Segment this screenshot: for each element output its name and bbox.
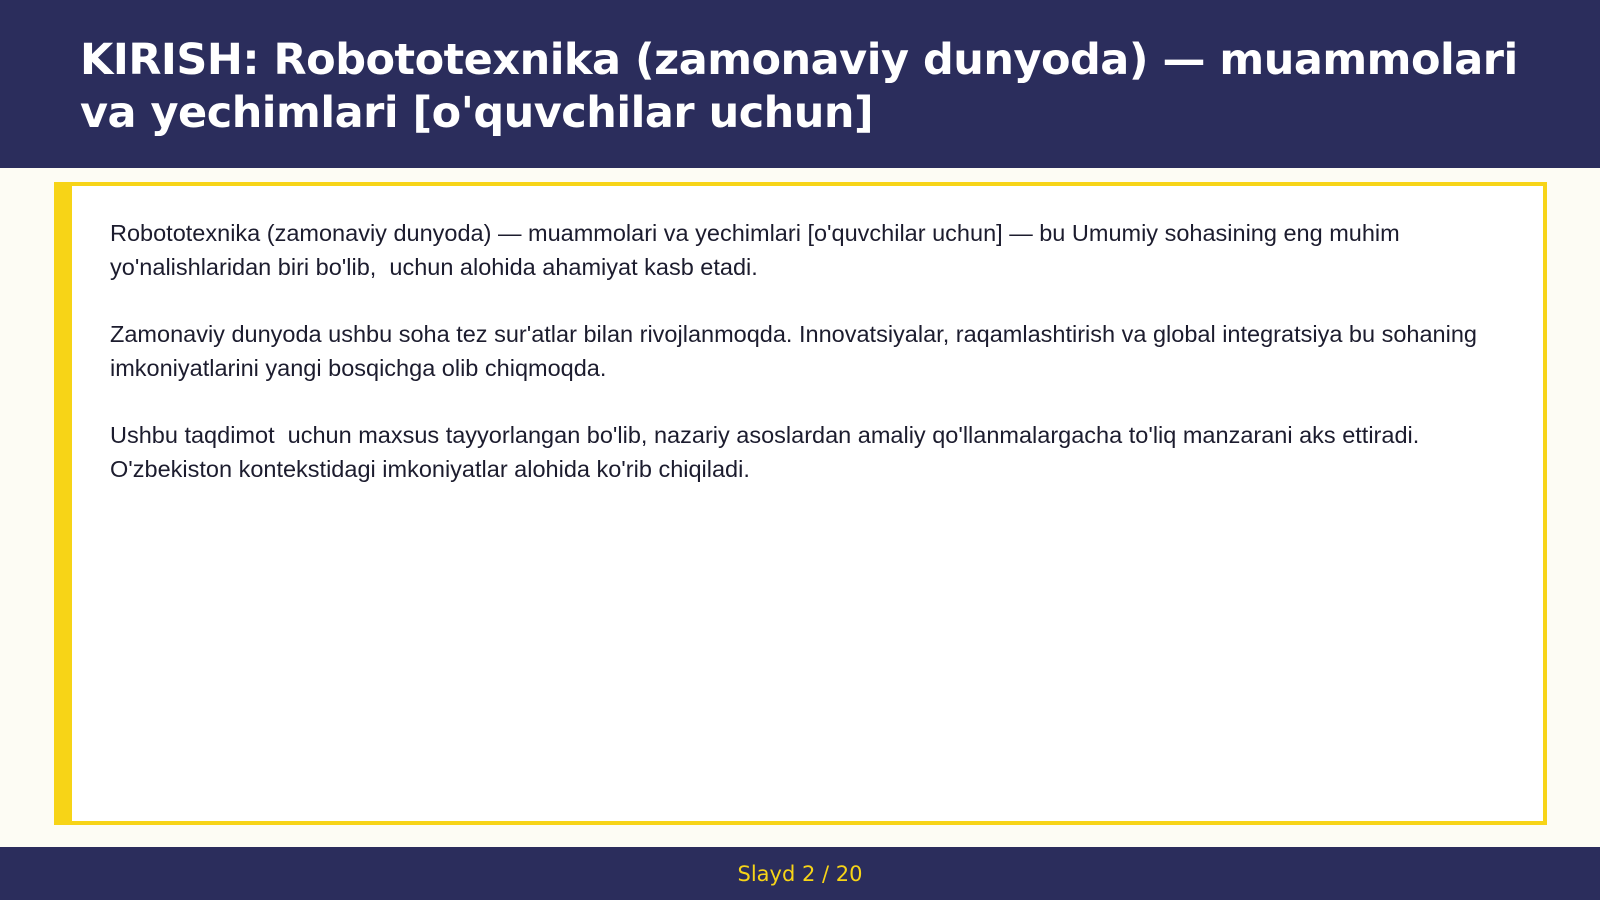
slide-header — [0, 0, 1600, 168]
slide-counter: Slayd 2 / 20 — [737, 861, 863, 886]
presentation-purpose-paragraph: Ushbu taqdimot uchun maxsus tayyorlangan bo'lib, nazariy asoslardan amaliy qo'llanmalargacha to'liq manzarani aks ettiradi. O'zbekiston kontekstidagi imkoniyatlar alohida ko'rib chiqiladi. — [110, 422, 1426, 482]
intro-paragraph: Robototexnika (zamonaviy dunyoda) — muammolari va yechimlari [o'quvchilar uchun] — bu Umumiy sohasining eng muhim yo'nalishlaridan biri bo'lib, uchun alohida ahamiyat kasb etadi. — [110, 220, 1407, 280]
slide-title: KIRISH: Robototexnika (zamonaviy dunyoda) — muammolari va yechimlari [o'quvchilar uchun] — [80, 35, 1518, 138]
slide-footer — [0, 847, 1600, 900]
modern-world-paragraph: Zamonaviy dunyoda ushbu soha tez sur'atlar bilan rivojlanmoqda. Innovatsiyalar, raqamlashtirish va global integratsiya bu sohaning imkoniyatlarini yangi bosqichga olib chiqmoqda. — [110, 321, 1484, 381]
content-panel — [54, 182, 1547, 825]
